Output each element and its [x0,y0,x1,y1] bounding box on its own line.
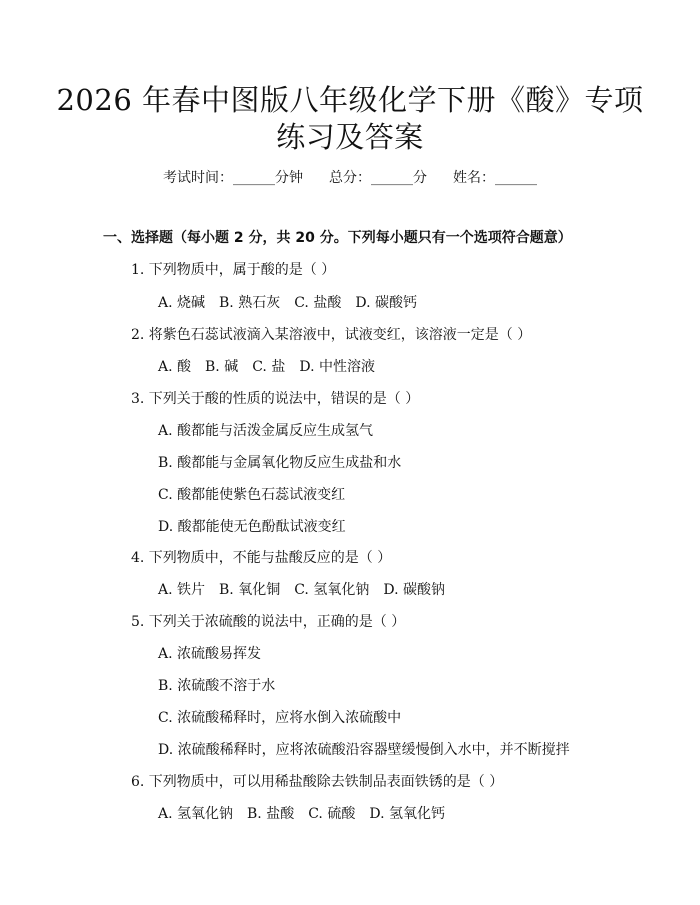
option: C. 浓硫酸稀释时，应将水倒入浓硫酸中 [158,710,402,726]
exam-meta [0,168,700,188]
option: B. 熟石灰 [219,295,281,311]
question-stem: 3. 下列关于酸的性质的说法中，错误的是（ ） [131,391,420,407]
exam-score: 总分：______分 [329,170,427,186]
option: D. 中性溶液 [299,359,375,375]
question-stem: 4. 下列物质中，不能与盐酸反应的是（ ） [131,550,392,566]
option-row [158,293,431,313]
question-stem: 6. 下列物质中，可以用稀盐酸除去铁制品表面铁锈的是（ ） [131,774,504,790]
document-title-line-2: 练习及答案 [276,120,424,154]
exam-name: 姓名：______ [453,170,537,186]
option-row [158,804,459,824]
option: A. 浓硫酸易挥发 [158,646,262,662]
option: C. 氢氧化钠 [294,582,370,598]
option-row [158,357,389,377]
option: D. 氢氧化钙 [369,806,445,822]
section-heading: 一、选择题（每小题 2 分，共 20 分。下列每小题只有一个选项符合题意） [103,230,572,246]
option: D. 酸都能使无色酚酞试液变红 [158,519,346,535]
option: D. 碳酸钙 [355,295,417,311]
option: B. 浓硫酸不溶于水 [158,678,276,694]
option: A. 铁片 [158,582,206,598]
option: C. 盐酸 [294,295,342,311]
exam-time: 考试时间：______分钟 [163,170,303,186]
option: A. 酸都能与活泼金属反应生成氢气 [158,423,374,439]
question-stem: 5. 下列关于浓硫酸的说法中，正确的是（ ） [131,614,406,630]
option: A. 酸 [158,359,192,375]
option: B. 盐酸 [247,806,295,822]
option: C. 硫酸 [308,806,356,822]
option: A. 烧碱 [158,295,206,311]
option-row [158,580,459,600]
option: B. 氧化铜 [219,582,281,598]
option: C. 酸都能使紫色石蕊试液变红 [158,487,346,503]
option: B. 酸都能与金属氧化物反应生成盐和水 [158,455,402,471]
option: D. 浓硫酸稀释时，应将浓硫酸沿容器壁缓慢倒入水中，并不断搅拌 [158,742,570,758]
question-stem: 2. 将紫色石蕊试液滴入某溶液中，试液变红，该溶液一定是（ ） [131,327,532,343]
option: D. 碳酸钠 [383,582,445,598]
option: B. 碱 [205,359,239,375]
option: A. 氢氧化钠 [158,806,234,822]
question-stem: 1. 下列物质中，属于酸的是（ ） [131,262,336,278]
document-title-line-1: 2026 年春中图版八年级化学下册《酸》专项 [56,83,644,117]
option: C. 盐 [252,359,286,375]
